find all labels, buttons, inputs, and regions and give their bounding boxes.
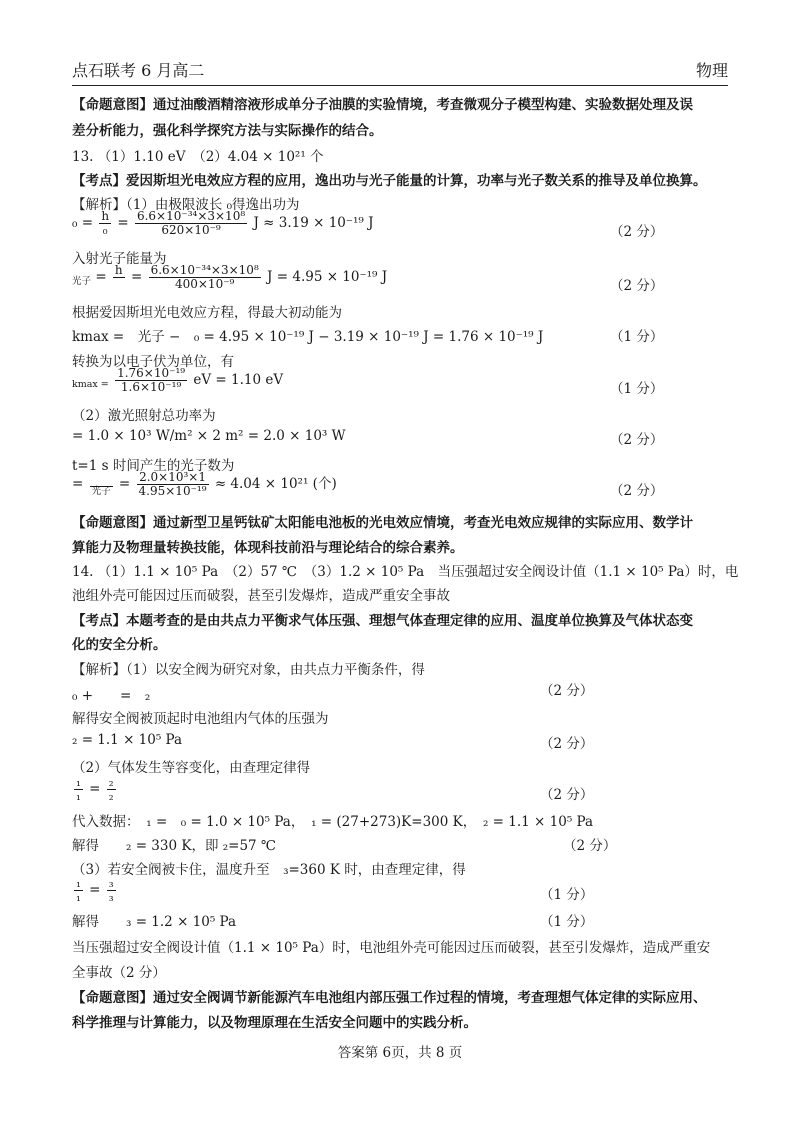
q14-solve1-text: 解得安全阀被顶起时电池组内气体的压强为 xyxy=(72,711,329,727)
eq4-lhs: kmax = xyxy=(72,379,109,391)
q14-solve2-text: 解得 ₂ = 330 K，即 ₂=57 ℃ xyxy=(72,838,277,854)
q12-intent-line2: 差分析能力，强化科学探究方法与实际操作的结合。 xyxy=(72,123,383,139)
q12-intent-line1: 【命题意图】通过油酸酒精溶液形成单分子油膜的实验情境，考查微观分子模型构建、实验数据处理及误 xyxy=(72,97,693,113)
q13-eq1-score: （2 分） xyxy=(610,224,664,240)
eq1-frac-h-lambda: $\frac{h}{\text{₀}}$ xyxy=(101,209,110,238)
q13-answer: 13. （1）1.10 eV （2）4.04 × 10²¹ 个 xyxy=(72,149,324,165)
eq2-frac-h-lambda: h xyxy=(114,263,123,277)
eq6-frac-values: $\frac{\text{2.0×10³×1}}{\text{4.95×10⁻¹⁹}}$ xyxy=(138,470,207,499)
header-exam-title: 点石联考 6 月高二 xyxy=(72,61,205,80)
eq2-rhs: J = 4.95 × 10⁻¹⁹ J xyxy=(267,269,388,286)
q14-intent-line2: 科学推理与计算能力，以及物理原理在生活安全问题中的实践分析。 xyxy=(72,1015,477,1031)
q14-eq3 xyxy=(72,776,730,803)
q14-eq4 xyxy=(72,877,730,904)
q13-power-text: （2）激光照射总功率为 xyxy=(72,408,216,424)
q14-eq4-score: （1 分） xyxy=(540,887,594,903)
q13-eq4-score: （1 分） xyxy=(610,381,664,397)
q14-kaodian-line1: 【考点】本题考查的是由共点力平衡求气体压强、理想气体查理定律的应用、温度单位换算及气体状态变 xyxy=(72,613,693,629)
q14-eq3-frac-left: $\frac{\text{₁}}{\text{₁}}$ xyxy=(76,775,81,804)
eq6-rhs: ≈ 4.04 × 10²¹ (个) xyxy=(214,476,337,493)
q13-eq6-score: （2 分） xyxy=(610,483,664,499)
q14-conclusion-line1: 当压强超过安全阀设计值（1.1 × 10⁵ Pa）时，电池组外壳可能因过压而破裂，甚至引发爆炸，造成严重安 xyxy=(72,940,711,956)
q14-answer-line2: 池组外壳可能因过压而破裂，甚至引发爆炸，造成严重安全事故 xyxy=(72,588,450,604)
q14-isochoric-text: （2）气体发生等容变化，由查理定律得 xyxy=(72,760,311,776)
q13-einstein-text: 根据爱因斯坦光电效应方程，得最大初动能为 xyxy=(72,305,342,321)
q13-eq5: = 1.0 × 10³ W/m² × 2 m² = 2.0 × 10³ W xyxy=(72,428,346,444)
q14-eq3-equals: = xyxy=(89,781,101,798)
q14-solve3-score: （1 分） xyxy=(540,914,594,930)
eq4-rhs: eV = 1.10 eV xyxy=(193,372,284,389)
q14-conclusion-line2: 全事故（2 分） xyxy=(72,965,166,981)
eq2-equals: = xyxy=(130,269,143,286)
q14-stuck-text: （3）若安全阀被卡住，温度升至 ₃=360 K 时，由查理定律，得 xyxy=(72,862,466,878)
eq6-frac-p-e: 光子 xyxy=(90,472,113,497)
eq1-lhs: ₀ = xyxy=(72,215,94,232)
eq6-lhs: = xyxy=(72,476,84,493)
q14-eq2: ₂ = 1.1 × 10⁵ Pa xyxy=(72,732,183,748)
q14-solve2-score: （2 分） xyxy=(563,838,617,854)
q13-eq3-score: （1 分） xyxy=(610,329,664,345)
q14-eq3-frac-right: $\frac{\text{₂}}{\text{₂}}$ xyxy=(108,775,114,804)
eq1-frac-values: $\frac{\text{6.6×10⁻³⁴×3×10⁸}}{\text{620×10⁻⁹}}$ xyxy=(136,209,246,238)
q13-eq5-score: （2 分） xyxy=(610,432,664,448)
q13-convert-text: 转换为以电子伏为单位，有 xyxy=(72,354,234,370)
q14-answer-line1: 14. （1）1.1 × 10⁵ Pa （2）57 ℃ （3）1.2 × 10⁵ Pa 当压强超过安全阀设计值（1.1 × 10⁵ Pa）时，电 xyxy=(72,564,739,580)
q13-eq2: $_{光子}$ = h = $\frac{\text{6.6×10⁻³⁴×3×10⁸}}{\text{400×10⁻⁹}}$ J = 4.95 × 10⁻¹⁹ J xyxy=(72,263,388,292)
page-header xyxy=(72,58,728,86)
q13-eq2-score: （2 分） xyxy=(610,278,664,294)
q14-eq2-score: （2 分） xyxy=(540,736,594,752)
eq6-equals: = xyxy=(118,476,131,493)
eq2-frac-values: $\frac{\text{6.6×10⁻³⁴×3×10⁸}}{\text{400×10⁻⁹}}$ xyxy=(150,263,259,292)
q14-intent-line1: 【命题意图】通过安全阀调节新能源汽车电池组内部压强工作过程的情境，考查理想气体定律的实际应用、 xyxy=(72,990,707,1006)
q13-count-text: t=1 s 时间产生的光子数为 xyxy=(72,458,235,474)
eq1-rhs: J ≈ 3.19 × 10⁻¹⁹ J xyxy=(253,215,374,232)
q13-intent-line2: 算能力及物理量转换技能，体现科技前沿与理论结合的综合素养。 xyxy=(72,540,464,556)
q14-jiexi: 【解析】（1）以安全阀为研究对象，由共点力平衡条件，得 xyxy=(72,662,425,678)
q13-eq3: kmax = 光子 − ₀ = 4.95 × 10⁻¹⁹ J − 3.19 × 10⁻¹⁹ J = 1.76 × 10⁻¹⁹ J xyxy=(72,329,544,345)
q14-data-text: 代入数据： ₁ = ₀ = 1.0 × 10⁵ Pa， ₁ = (27+273)K=300 K， ₂ = 1.1 × 10⁵ Pa xyxy=(72,814,594,830)
eq2-lhs: 光子 xyxy=(72,276,92,288)
eq1-equals: = xyxy=(117,215,129,232)
q13-photon-text: 入射光子能量为 xyxy=(72,251,167,267)
q13-intent-line1: 【命题意图】通过新型卫星钙钛矿太阳能电池板的光电效应情境，考查光电效应规律的实际应用、数学计 xyxy=(72,515,693,531)
header-subject: 物理 xyxy=(695,61,728,80)
q13-kaodian: 【考点】爱因斯坦光电效应方程的应用，逸出功与光子能量的计算，功率与光子数关系的推导及单位换算。 xyxy=(72,173,707,189)
eq4-frac: $\frac{\text{1.76×10⁻¹⁹}}{\text{1.6×10⁻¹⁹}}$ xyxy=(117,366,186,395)
page-footer: 答案第 6页，共 8 页 xyxy=(337,1045,463,1061)
q14-kaodian-line2: 化的安全分析。 xyxy=(72,637,167,653)
q14-eq3-score: （2 分） xyxy=(540,787,594,803)
q13-jiexi: 【解析】（1）由极限波长 ₀得逸出功为 xyxy=(72,197,300,213)
q14-eq4-frac-left: $\frac{\text{₁}}{\text{₁}}$ xyxy=(76,876,81,905)
q14-eq1-score: （2 分） xyxy=(540,683,594,699)
q14-eq1: ₀ + = ₂ xyxy=(72,688,151,704)
q14-solve3-text: 解得 ₃ = 1.2 × 10⁵ Pa xyxy=(72,914,237,930)
q14-eq4-equals: = xyxy=(89,882,101,899)
q14-eq4-frac-right: $\frac{\text{₃}}{\text{₃}}$ xyxy=(108,876,114,905)
